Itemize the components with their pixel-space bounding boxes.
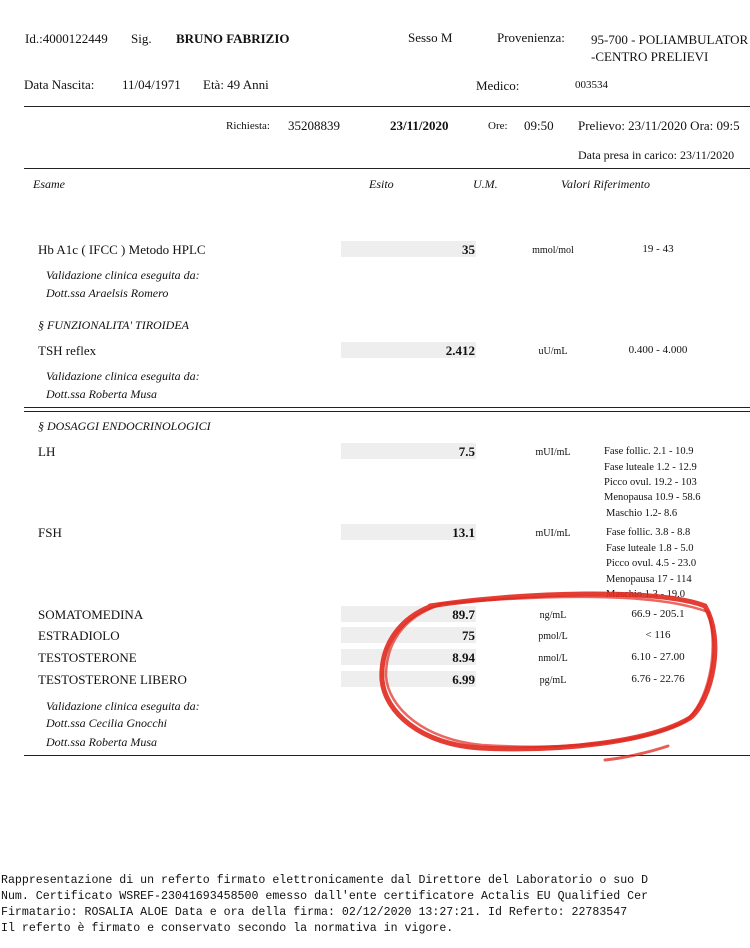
unit-testosterone: nmol/L	[538, 653, 568, 664]
richiesta-label: Richiesta:	[226, 120, 270, 132]
provenienza-label: Provenienza:	[497, 30, 565, 45]
exam-lh: LH	[38, 444, 56, 459]
footer-line-2: Num. Certificato WSREF-23041693458500 emesso dall'ente certificatore Actalis EU Qualified Cer	[1, 890, 649, 903]
ref-lh-3: Picco ovul. 19.2 - 103	[604, 477, 697, 488]
ref-fsh-1: Fase follic. 3.8 - 8.8	[606, 527, 691, 538]
sig-label: Sig.	[131, 31, 152, 46]
result-testosterone-libero: 6.99	[452, 672, 475, 687]
validation-label-3: Validazione clinica eseguita da:	[46, 699, 200, 713]
result-tsh: 2.412	[445, 343, 475, 358]
col-esito: Esito	[369, 177, 394, 191]
footer-line-3: Firmatario: ROSALIA ALOE Data e ora della firma: 02/12/2020 13:27:21. Id Referto: 22783547	[1, 906, 628, 919]
col-um: U.M.	[473, 177, 498, 191]
ref-lh-4: Menopausa 10.9 - 58.6	[604, 492, 701, 503]
footer-line-4: Il referto è firmato e conservato secondo la normativa in vigore.	[1, 922, 454, 935]
richiesta-date: 23/11/2020	[390, 118, 449, 133]
validator-1: Dott.ssa Araelsis Romero	[46, 286, 169, 300]
section-tiroidea: § FUNZIONALITA' TIROIDEA	[38, 318, 190, 332]
validation-label-2: Validazione clinica eseguita da:	[46, 369, 200, 383]
ref-fsh-5: Maschio 1.3 - 19.0	[606, 589, 686, 600]
ore-label: Ore:	[488, 120, 508, 132]
medico-label: Medico:	[476, 78, 520, 93]
result-somatomedina: 89.7	[452, 607, 475, 622]
ref-testosterone-libero: 6.76 - 22.76	[631, 673, 685, 685]
exam-testosterone: TESTOSTERONE	[38, 650, 137, 665]
section-endocrinologici: § DOSAGGI ENDOCRINOLOGICI	[38, 419, 211, 433]
ref-tsh: 0.400 - 4.000	[628, 344, 688, 356]
ref-fsh-3: Picco ovul. 4.5 - 23.0	[606, 558, 697, 569]
table-bottom-divider	[24, 755, 750, 756]
validator-3a: Dott.ssa Cecilia Gnocchi	[46, 716, 167, 730]
result-testosterone: 8.94	[452, 650, 475, 665]
validation-label-1: Validazione clinica eseguita da:	[46, 268, 200, 282]
unit-testosterone-libero: pg/mL	[539, 675, 567, 686]
prelievo-info: Prelievo: 23/11/2020 Ora: 09:5	[578, 118, 740, 133]
ore-value: 09:50	[524, 118, 554, 133]
col-valori: Valori Riferimento	[561, 177, 650, 191]
patient-id: Id.:4000122449	[25, 31, 108, 46]
header-divider-1	[24, 106, 750, 107]
section-divider-bottom	[24, 411, 750, 412]
ref-testosterone: 6.10 - 27.00	[631, 651, 685, 663]
patient-name: BRUNO FABRIZIO	[176, 31, 290, 46]
exam-testosterone-libero: TESTOSTERONE LIBERO	[38, 672, 187, 687]
col-esame: Esame	[33, 177, 65, 191]
ref-hba1c: 19 - 43	[642, 243, 674, 255]
validator-3b: Dott.ssa Roberta Musa	[46, 735, 157, 749]
ref-fsh-4: Menopausa 17 - 114	[606, 574, 692, 585]
result-hba1c: 35	[462, 242, 475, 257]
ref-estradiolo: < 116	[645, 629, 671, 641]
ref-lh-2: Fase luteale 1.2 - 12.9	[604, 462, 697, 473]
richiesta-number: 35208839	[288, 118, 340, 133]
footer-line-1: Rappresentazione di un referto firmato elettronicamente dal Direttore del Laboratorio o suo D	[1, 874, 649, 887]
validator-2: Dott.ssa Roberta Musa	[46, 387, 157, 401]
result-fsh: 13.1	[452, 525, 475, 540]
unit-lh: mUI/mL	[535, 447, 571, 458]
unit-somatomedina: ng/mL	[539, 610, 567, 621]
ref-fsh-2: Fase luteale 1.8 - 5.0	[606, 543, 694, 554]
result-estradiolo: 75	[462, 628, 475, 643]
patient-age: Età: 49 Anni	[203, 77, 269, 92]
patient-sex: Sesso M	[408, 30, 453, 45]
result-lh: 7.5	[458, 444, 475, 459]
ref-somatomedina: 66.9 - 205.1	[631, 608, 685, 620]
ref-lh-1: Fase follic. 2.1 - 10.9	[604, 446, 694, 457]
unit-fsh: mUI/mL	[535, 528, 571, 539]
ref-lh-5: Maschio 1.2- 8.6	[606, 508, 678, 519]
exam-somatomedina: SOMATOMEDINA	[38, 607, 144, 622]
birth-date: 11/04/1971	[122, 77, 181, 92]
section-divider-top	[24, 407, 750, 408]
header-divider-2	[24, 168, 750, 169]
unit-estradiolo: pmol/L	[538, 631, 568, 642]
provenienza-line2: -CENTRO PRELIEVI	[591, 49, 709, 64]
presa-in-carico: Data presa in carico: 23/11/2020	[578, 148, 735, 162]
exam-tsh: TSH reflex	[38, 343, 97, 358]
medico-code: 003534	[575, 79, 608, 91]
unit-hba1c: mmol/mol	[532, 245, 574, 256]
birth-label: Data Nascita:	[24, 77, 95, 92]
exam-estradiolo: ESTRADIOLO	[38, 628, 120, 643]
exam-fsh: FSH	[38, 525, 62, 540]
unit-tsh: uU/mL	[538, 346, 568, 357]
exam-hba1c: Hb A1c ( IFCC ) Metodo HPLC	[38, 242, 206, 257]
provenienza-line1: 95-700 - POLIAMBULATOR	[591, 32, 749, 47]
